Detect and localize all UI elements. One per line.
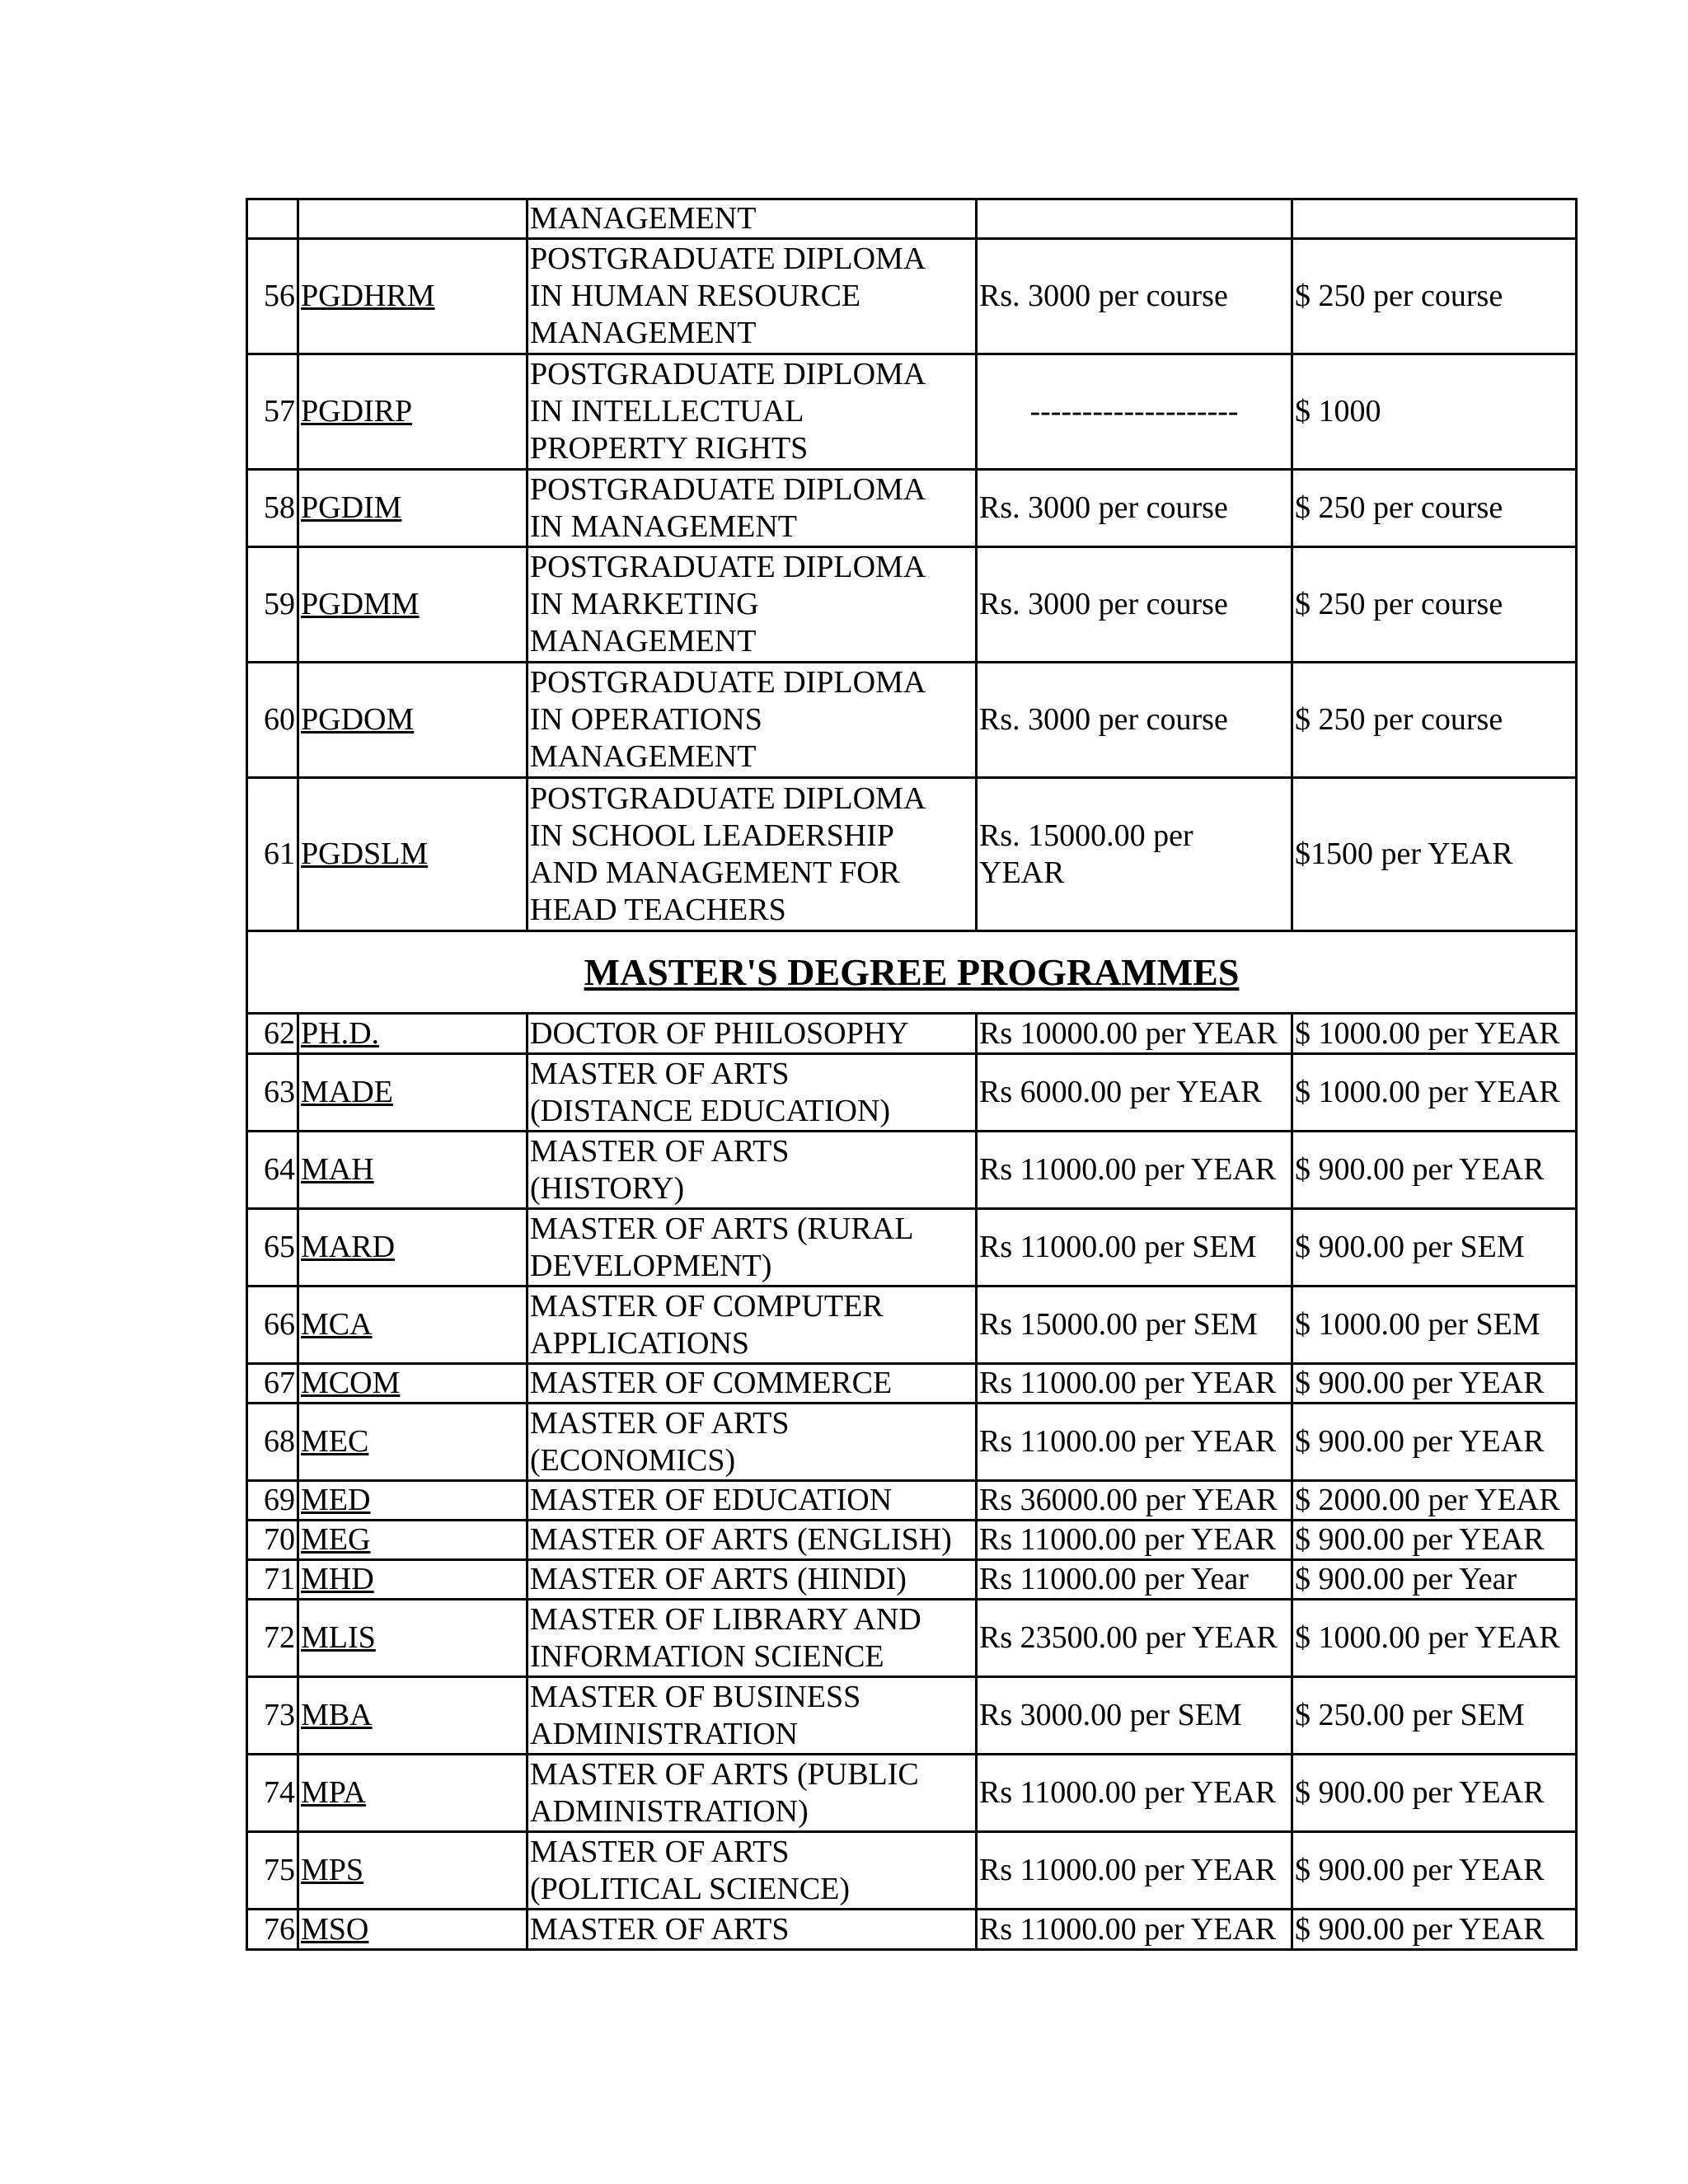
programme-code-link[interactable]: MHD [301, 1562, 374, 1596]
fee-india: Rs 15000.00 per SEM [977, 1286, 1292, 1364]
programme-name [528, 1364, 977, 1404]
row-number: 57 [247, 354, 298, 470]
programme-name-line: APPLICATIONS [530, 1325, 750, 1361]
fee-india: -------------------- [977, 354, 1292, 470]
programme-code-link[interactable]: MEC [301, 1424, 369, 1459]
programme-code-link[interactable]: PGDIM [301, 490, 402, 525]
row-number: 61 [247, 778, 298, 931]
fee-international: $ 900.00 per YEAR [1292, 1404, 1577, 1481]
programme-code-cell [298, 1364, 528, 1404]
section-heading-row [247, 931, 1577, 1014]
programme-name [528, 1832, 977, 1910]
programme-name [528, 1755, 977, 1832]
programme-code-cell [298, 1910, 528, 1950]
fee-india: Rs 11000.00 per YEAR [977, 1404, 1292, 1481]
programme-code-cell [298, 1560, 528, 1600]
programme-code-cell [298, 547, 528, 663]
programme-name-line: (HISTORY) [530, 1170, 685, 1206]
row-number: 62 [247, 1014, 298, 1054]
fee-international: $ 1000.00 per YEAR [1292, 1600, 1577, 1677]
table-row [247, 547, 1577, 663]
table-row [247, 778, 1577, 931]
programme-code-cell [298, 1014, 528, 1054]
fee-india: Rs 36000.00 per YEAR [977, 1481, 1292, 1521]
programme-name [528, 1286, 977, 1364]
fee-international: $ 900.00 per Year [1292, 1560, 1577, 1600]
programme-code-link[interactable]: MAH [301, 1152, 374, 1187]
row-number: 63 [247, 1054, 298, 1132]
fee-international: $ 1000 [1292, 354, 1577, 470]
row-number: 64 [247, 1132, 298, 1209]
table-row [247, 1481, 1577, 1521]
programme-name-line: (DISTANCE EDUCATION) [530, 1093, 891, 1128]
programme-name-line: ADMINISTRATION) [530, 1793, 809, 1829]
fee-india: Rs 11000.00 per YEAR [977, 1832, 1292, 1910]
table-row [247, 1054, 1577, 1132]
fee-international: $ 900.00 per YEAR [1292, 1132, 1577, 1209]
programme-name-line: MANAGEMENT [530, 201, 757, 236]
programme-name-line: MASTER OF ARTS [530, 1056, 790, 1091]
fee-international [1292, 199, 1577, 239]
table-row [247, 1404, 1577, 1481]
programme-name [528, 199, 977, 239]
programme-name-line: POSTGRADUATE DIPLOMA [530, 471, 926, 507]
programme-name [528, 1014, 977, 1054]
fee-india: Rs 10000.00 per YEAR [977, 1014, 1292, 1054]
programme-code-link[interactable]: MCA [301, 1307, 373, 1342]
programme-code-cell [298, 354, 528, 470]
fee-international: $ 250 per course [1292, 239, 1577, 354]
row-number: 76 [247, 1910, 298, 1950]
table-row [247, 199, 1577, 239]
programme-code-cell [298, 1832, 528, 1910]
programme-code-link[interactable]: MEG [301, 1522, 371, 1557]
table-row [247, 354, 1577, 470]
fee-international: $ 900.00 per YEAR [1292, 1521, 1577, 1560]
programme-name-line: ADMINISTRATION [530, 1716, 799, 1751]
table-row [247, 1364, 1577, 1404]
fee-india: Rs 11000.00 per SEM [977, 1209, 1292, 1286]
programme-name-line: (ECONOMICS) [530, 1442, 736, 1478]
programme-code-link[interactable]: MSO [301, 1911, 369, 1947]
programme-code-cell [298, 199, 528, 239]
programme-name [528, 470, 977, 547]
diploma-rows [247, 199, 1577, 931]
programme-name [528, 547, 977, 663]
fee-india: Rs 11000.00 per Year [977, 1560, 1292, 1600]
programme-code-cell [298, 1404, 528, 1481]
programme-name-line: INFORMATION SCIENCE [530, 1638, 884, 1674]
programme-name-line: DOCTOR OF PHILOSOPHY [530, 1015, 909, 1051]
programme-name [528, 778, 977, 931]
programme-code-cell [298, 239, 528, 354]
programme-name-line: MANAGEMENT [530, 739, 757, 774]
fee-india: Rs 11000.00 per YEAR [977, 1910, 1292, 1950]
programme-name [528, 1404, 977, 1481]
programme-name [528, 1481, 977, 1521]
section-heading: MASTER'S DEGREE PROGRAMMES [584, 951, 1240, 993]
programme-code-cell [298, 1521, 528, 1560]
fee-international: $ 1000.00 per YEAR [1292, 1054, 1577, 1132]
programme-name-line: IN SCHOOL LEADERSHIP [530, 818, 894, 853]
table-row [247, 1755, 1577, 1832]
programme-name-line: IN MANAGEMENT [530, 509, 798, 544]
fee-international: $ 250 per course [1292, 470, 1577, 547]
programme-name-line: IN OPERATIONS [530, 702, 762, 737]
fee-international: $ 900.00 per YEAR [1292, 1832, 1577, 1910]
programme-code-link[interactable]: MADE [301, 1075, 393, 1109]
table-row [247, 1286, 1577, 1364]
programme-name-line: POSTGRADUATE DIPLOMA [530, 357, 926, 391]
programme-name-line: POSTGRADUATE DIPLOMA [530, 665, 926, 700]
programme-name [528, 1677, 977, 1755]
programme-name [528, 1054, 977, 1132]
row-number: 60 [247, 663, 298, 778]
fee-international: $ 900.00 per SEM [1292, 1209, 1577, 1286]
programme-name-line: MANAGEMENT [530, 624, 757, 658]
programme-code-link[interactable]: PGDMM [301, 587, 420, 621]
table-row [247, 1521, 1577, 1560]
programme-name-line: PROPERTY RIGHTS [530, 431, 809, 466]
programme-name [528, 1132, 977, 1209]
fee-india: Rs. 15000.00 per YEAR [977, 778, 1292, 931]
fee-international: $ 900.00 per YEAR [1292, 1910, 1577, 1950]
row-number: 67 [247, 1364, 298, 1404]
programme-code-link[interactable]: MPA [301, 1775, 366, 1810]
programme-code-cell [298, 1600, 528, 1677]
programme-code-link[interactable]: PGDSLM [301, 837, 429, 871]
fee-international: $ 900.00 per YEAR [1292, 1755, 1577, 1832]
row-number: 58 [247, 470, 298, 547]
programme-name-line: (POLITICAL SCIENCE) [530, 1871, 851, 1906]
table-row [247, 1600, 1577, 1677]
table-row [247, 239, 1577, 354]
programme-name-line: POSTGRADUATE DIPLOMA [530, 780, 926, 816]
fee-international: $ 900.00 per YEAR [1292, 1364, 1577, 1404]
fee-international: $ 250 per course [1292, 547, 1577, 663]
row-number: 74 [247, 1755, 298, 1832]
table-row [247, 1209, 1577, 1286]
programme-code-cell [298, 1755, 528, 1832]
fee-india: Rs. 3000 per course [977, 547, 1292, 663]
row-number: 65 [247, 1209, 298, 1286]
table-row [247, 1560, 1577, 1600]
programme-name-line: POSTGRADUATE DIPLOMA [530, 241, 926, 276]
section-header [247, 931, 1577, 1014]
programme-code-link[interactable]: MCOM [301, 1366, 401, 1400]
programme-name [528, 663, 977, 778]
table-row [247, 1132, 1577, 1209]
row-number: 66 [247, 1286, 298, 1364]
fee-international: $1500 per YEAR [1292, 778, 1577, 931]
programme-name-line: MASTER OF ARTS (RURAL [530, 1211, 914, 1246]
row-number: 68 [247, 1404, 298, 1481]
programme-code-cell [298, 663, 528, 778]
programme-name-line: MASTER OF ARTS [530, 1911, 790, 1947]
programme-name-line: DEVELOPMENT) [530, 1248, 772, 1283]
table-row [247, 1014, 1577, 1054]
fee-international: $ 250.00 per SEM [1292, 1677, 1577, 1755]
row-number: 75 [247, 1832, 298, 1910]
programme-name-line: MASTER OF EDUCATION [530, 1483, 893, 1517]
programme-code-link[interactable]: MPS [301, 1853, 364, 1887]
programme-name-line: MASTER OF COMPUTER [530, 1288, 884, 1324]
fee-india: Rs 3000.00 per SEM [977, 1677, 1292, 1755]
fee-india: Rs 11000.00 per YEAR [977, 1521, 1292, 1560]
programme-code-cell [298, 1209, 528, 1286]
fee-india [977, 199, 1292, 239]
fee-india: Rs 6000.00 per YEAR [977, 1054, 1292, 1132]
programme-name-line: MASTER OF ARTS [530, 1405, 790, 1441]
programme-code-link[interactable]: MBA [301, 1698, 373, 1732]
programme-code-link[interactable]: MLIS [301, 1620, 376, 1655]
fee-international: $ 1000.00 per YEAR [1292, 1014, 1577, 1054]
fee-india: Rs 11000.00 per YEAR [977, 1132, 1292, 1209]
row-number: 73 [247, 1677, 298, 1755]
programme-code-cell [298, 1677, 528, 1755]
programme-fee-table [246, 198, 1578, 1951]
programme-name-line: POSTGRADUATE DIPLOMA [530, 550, 926, 584]
table-row [247, 663, 1577, 778]
programme-name-line: MASTER OF COMMERCE [530, 1366, 893, 1400]
programme-name-line: AND MANAGEMENT FOR [530, 855, 900, 890]
programme-code-cell [298, 1481, 528, 1521]
programme-name-line: MASTER OF LIBRARY AND [530, 1601, 921, 1637]
row-number: 71 [247, 1560, 298, 1600]
programme-name-line: MASTER OF ARTS [530, 1834, 790, 1869]
programme-name [528, 1521, 977, 1560]
fee-international: $ 2000.00 per YEAR [1292, 1481, 1577, 1521]
table-row [247, 1832, 1577, 1910]
programme-name [528, 1600, 977, 1677]
fee-india: Rs. 3000 per course [977, 239, 1292, 354]
programme-code-cell [298, 1132, 528, 1209]
fee-india: Rs. 3000 per course [977, 663, 1292, 778]
programme-name-line: MASTER OF ARTS (ENGLISH) [530, 1522, 952, 1557]
programme-code-link[interactable]: MED [301, 1483, 371, 1517]
row-number: 72 [247, 1600, 298, 1677]
programme-name [528, 1560, 977, 1600]
row-number: 70 [247, 1521, 298, 1560]
programme-name [528, 239, 977, 354]
programme-code-cell [298, 1286, 528, 1364]
row-number: 69 [247, 1481, 298, 1521]
row-number: 56 [247, 239, 298, 354]
fee-india: Rs 11000.00 per YEAR [977, 1364, 1292, 1404]
programme-code-link[interactable]: MARD [301, 1230, 396, 1264]
table-row [247, 1677, 1577, 1755]
programme-name [528, 1910, 977, 1950]
table-row [247, 1910, 1577, 1950]
programme-code-link[interactable]: PGDOM [301, 702, 415, 737]
master-rows [247, 1014, 1577, 1950]
programme-name-line: HEAD TEACHERS [530, 892, 786, 927]
programme-name-line: MASTER OF ARTS (PUBLIC [530, 1756, 919, 1792]
programme-name-line: IN HUMAN RESOURCE [530, 279, 861, 313]
fee-india: Rs. 3000 per course [977, 470, 1292, 547]
programme-code-link[interactable]: PGDHRM [301, 279, 435, 313]
programme-name [528, 354, 977, 470]
table-row [247, 470, 1577, 547]
programme-code-cell [298, 1054, 528, 1132]
programme-name [528, 1209, 977, 1286]
fee-international: $ 250 per course [1292, 663, 1577, 778]
fee-india: Rs 23500.00 per YEAR [977, 1600, 1292, 1677]
fee-international: $ 1000.00 per SEM [1292, 1286, 1577, 1364]
programme-code-link[interactable]: PGDIRP [301, 394, 413, 429]
programme-code-cell [298, 470, 528, 547]
programme-name-line: MASTER OF ARTS (HINDI) [530, 1562, 907, 1596]
programme-name-line: IN MARKETING [530, 587, 759, 621]
fee-india: Rs 11000.00 per YEAR [977, 1755, 1292, 1832]
programme-code-link[interactable]: PH.D. [301, 1015, 380, 1051]
programme-code-cell [298, 778, 528, 931]
programme-name-line: MASTER OF BUSINESS [530, 1679, 861, 1714]
programme-name-line: MANAGEMENT [530, 316, 757, 350]
programme-name-line: MASTER OF ARTS [530, 1133, 790, 1169]
row-number: 59 [247, 547, 298, 663]
section-heading-cell [247, 931, 1577, 1014]
programme-name-line: IN INTELLECTUAL [530, 394, 804, 429]
row-number [247, 199, 298, 239]
